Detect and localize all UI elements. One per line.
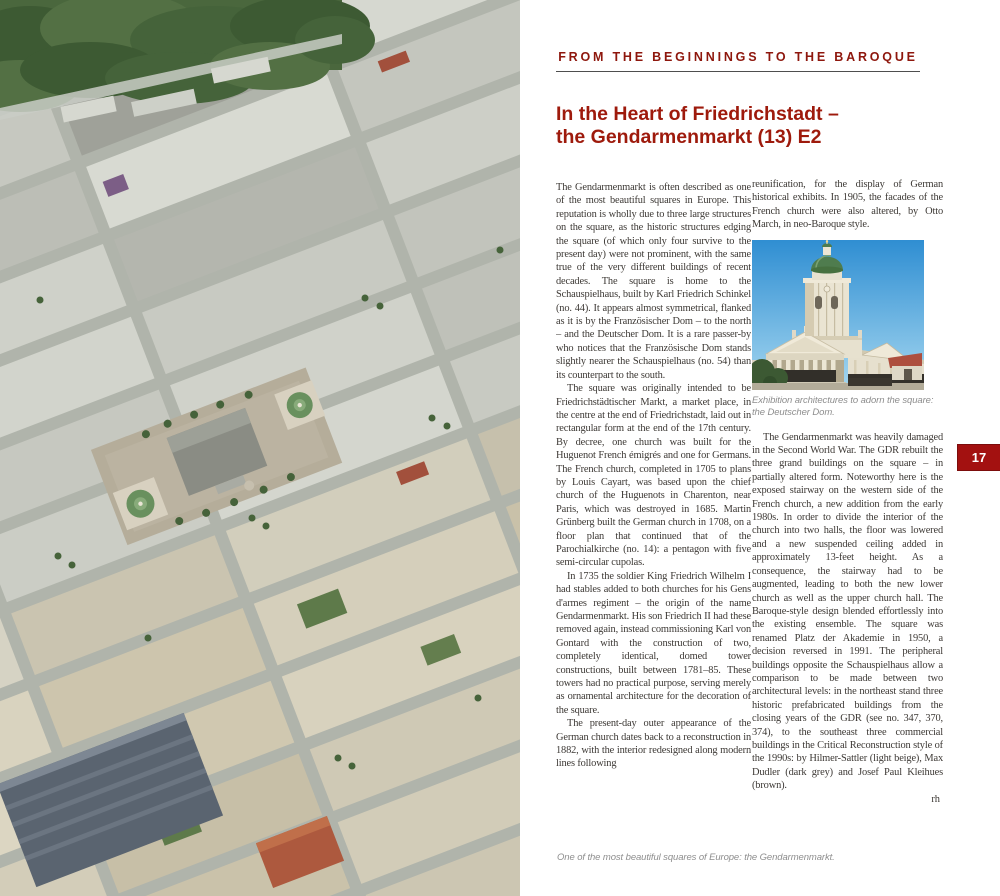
paragraph: The square was originally intended to be Friedrichstädtischer Markt, a market place, in the centre at the end of Friedrichstadt, laid out in rectangular form at the end of the 17th century. By decree, one church was built for the Huguenot French émigrés and one for Germans. The French church, completed in 1705 to plans by Louis Cayart, was based upon the chief church of the Huguenots in Charenton, near Paris, which was destroyed in 1685. Martin Grünberg built the German church in 1708, on a floor plan that continued that of the Parochialkirche (no. 14): a pentagon with five semi-circular cupolas. [556, 383, 751, 569]
paragraph: reunification, for the display of German historical exhibits. In 1905, the facades of the French church were also altered, by Otto March, in neo-Baroque style. [752, 179, 943, 231]
inset-photo-deutscher-dom [752, 240, 924, 390]
text-column-left [556, 181, 751, 845]
page-number: 17 [971, 450, 987, 465]
section-header-label: FROM THE BEGINNINGS TO THE BAROQUE [558, 50, 918, 64]
paragraph: In 1735 the soldier King Friedrich Wilhelm I had stables added to both churches for his Gens d'armes regiment – the origin of the name Gendarmenmarkt. His son Friedrich II had these removed again, instead commissioning Karl von Gontard with the construction of two, completely identical, domed tower constructions, built between 1781–85. These towers had no practical purpose, serving merely as ornamental architecture for the decoration of the square. [556, 570, 751, 716]
bottom-caption: One of the most beautiful squares of Europe: the Gendarmenmarkt. [557, 852, 835, 863]
inset-photo-caption: Exhibition architectures to adorn the square: the Deutscher Dom. [752, 394, 934, 419]
article-title [556, 103, 839, 149]
article-title-line1: In the Heart of Friedrichstadt – [556, 103, 839, 125]
section-header [556, 50, 920, 72]
paragraph: The Gendarmenmarkt is often described as one of the most beautiful squares in Europe. This reputation is wholly due to three large structures on the square, as the historic structures edging the square (of which only four survive to the present day) were not prominent, with the same true of the very different buildings of recent decades. The square is home to the Schauspielhaus, built by Karl Friedrich Schinkel (no. 44). It appears almost symmetrical, flanked as it is by the Französischer Dom – to the north – and the Deutscher Dom. It is a rare passer-by who notices that the Französische Dom stands slightly nearer the Schauspielhaus (no. 54) than its counterpart to the south. [556, 182, 751, 381]
text-column-right [752, 178, 943, 892]
author-initials: rh [931, 793, 940, 805]
article-title-line2: the Gendarmenmarkt (13) E2 [556, 126, 822, 148]
paragraph: The present-day outer appearance of the German church dates back to a reconstruction in 1882, with the interior redesigned along modern lines following [556, 718, 751, 770]
paragraph: The Gendarmenmarkt was heavily damaged in the Second World War. The GDR rebuilt the three grand buildings on the square – in partially altered form. Noteworthy here is the exposed stairway on the western side of the French church, a new addition from the early 1980s. In order to divide the interior of the church into two halls, the floor was lowered and a new suspended ceiling added in approximately 13-feet height. As a consequence, the stairway had to be augmented, leading to both the new lower church as well as the upper church hall. The Baroque-style design blended effortlessly into the existing ensemble. The square was renamed Platz der Akademie in 1950, a decision reversed in 1991. The peripheral buildings opposite the Schauspielhaus allow a comparison to be made between two architectural levels: in the northeast stand three historic prefabricated buildings from the closing years of the GDR (see no. 347, 370, 374), to the southeast three commercial buildings in the Critical Reconstruction style of the 1990s: by Hilmer-Sattler (light beige), Max Dudler (dark grey) and Josef Paul Kleihues (brown). [752, 431, 943, 792]
page-number-tab [957, 444, 1000, 471]
